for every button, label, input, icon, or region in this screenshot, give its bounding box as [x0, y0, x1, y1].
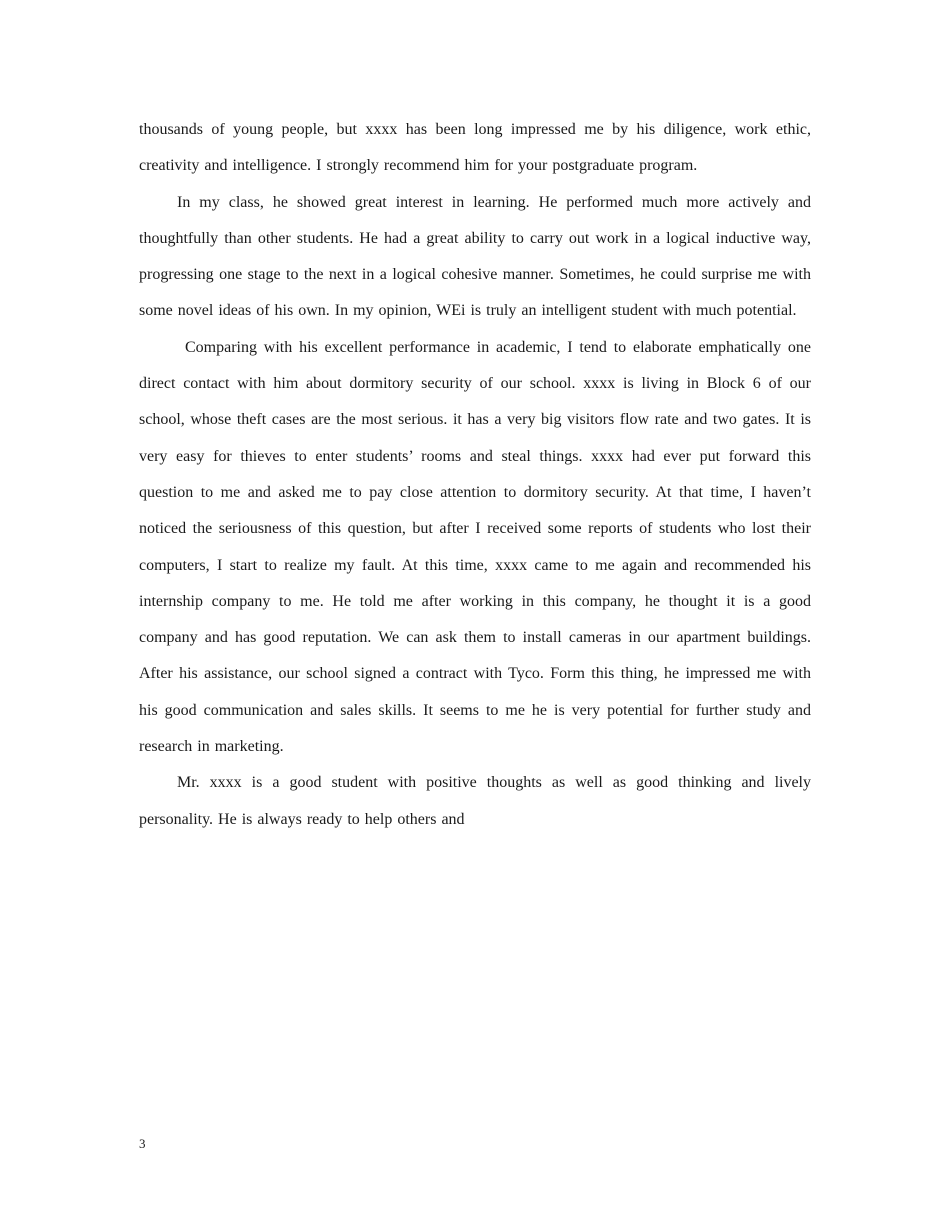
paragraph-dormitory-security: Comparing with his excellent performance in academic, I tend to elaborate emphatically one direct contact with him about dormitory security of our school. xxxx is living in Block 6 of our school, whose theft cases are the most serious. it has a very big visitors flow rate and two gates. It is very easy for thieves to enter students’ rooms and steal things. xxxx had ever put forward this question to me and asked me to pay close attention to dormitory security. At that time, I haven’t noticed the seriousness of this question, but after I received some reports of students who lost their computers, I start to realize my fault. At this time, xxxx came to me again and recommended his internship company to me. He told me after working in this company, he thought it is a good company and has good reputation. We can ask them to install cameras in our apartment buildings. After his assistance, our school signed a contract with Tyco. Form this thing, he impressed me with his good communication and sales skills. It seems to me he is very potential for further study and research in marketing. — [139, 338, 811, 756]
paragraph-personality: Mr. xxxx is a good student with positive thoughts as well as good thinking and lively personality. He is always ready to help others and — [139, 774, 811, 828]
body-text — [139, 112, 811, 838]
paragraph-class-performance: In my class, he showed great interest in learning. He performed much more actively and thoughtfully than other students. He had a great ability to carry out work in a logical inductive way, progressing one stage to the next in a logical cohesive manner. Sometimes, he could surprise me with some novel ideas of his own. In my opinion, WEi is truly an intelligent student with much potential. — [139, 193, 811, 320]
paragraph-continuation: thousands of young people, but xxxx has been long impressed me by his diligence, work ethic, creativity and intelligence. I strongly recommend him for your postgraduate program. — [139, 121, 811, 175]
page-number: 3 — [139, 1136, 146, 1151]
